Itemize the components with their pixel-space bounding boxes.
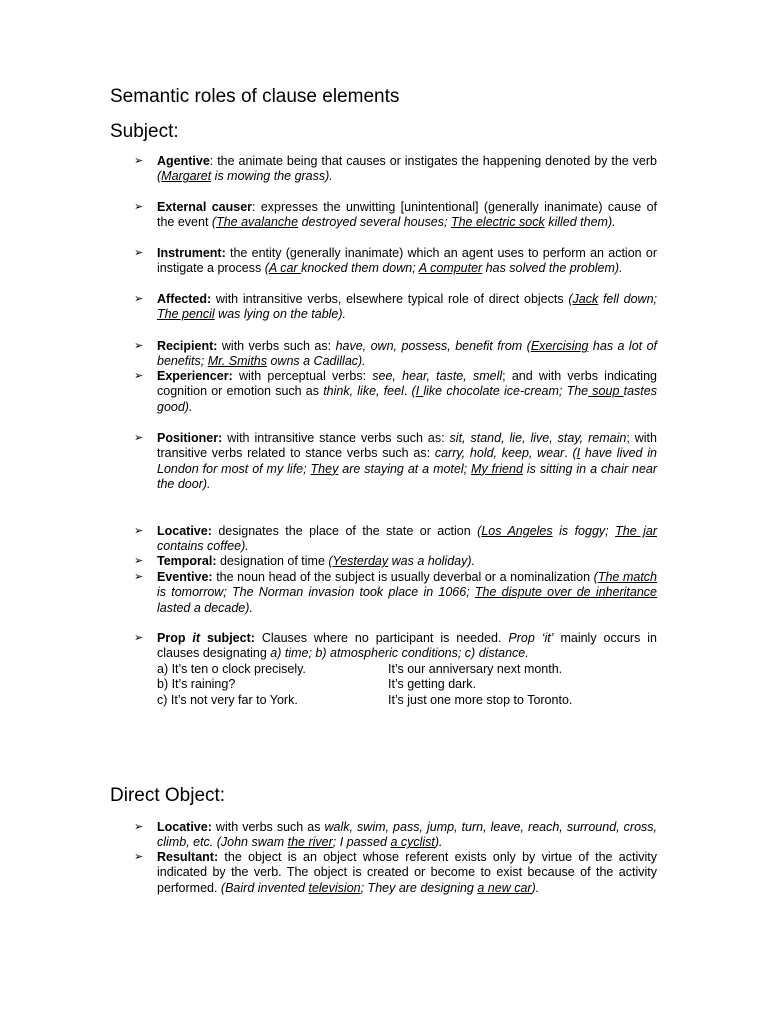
arrow-bullet-icon: ➢ <box>134 555 144 567</box>
arrow-bullet-icon: ➢ <box>134 155 144 167</box>
example-left: c) It’s not very far to York. <box>157 692 298 707</box>
page-title: Semantic roles of clause elements <box>110 86 400 107</box>
text-run: : the animate being that causes or instigates the happening denoted by the verb <box>209 154 657 168</box>
text-run: knocked them down; <box>301 261 419 276</box>
text-run: Eventive: <box>157 570 213 584</box>
text-run: walk, swim, pass, jump, turn, leave, reach, surround, cross, climb, etc. (John swam <box>157 820 658 850</box>
text-run: Mr. Smiths <box>207 354 267 369</box>
text-run: with verbs such as: <box>217 339 336 353</box>
text-run: ). <box>434 835 443 850</box>
text-run: owns a Cadillac). <box>267 354 366 369</box>
subject-item-experiencer <box>134 369 657 415</box>
text-run: I <box>415 384 424 399</box>
subject-item-instrument <box>134 246 657 277</box>
text-run: ( <box>328 554 333 568</box>
text-run: Clauses where no participant is needed. <box>254 631 509 645</box>
arrow-bullet-icon: ➢ <box>134 370 144 382</box>
text-run: with intransitive verbs, elsewhere typical role of direct objects <box>211 292 569 306</box>
text-run: contains coffee). <box>157 539 249 554</box>
text-run: a) time; b) atmospheric conditions; c) distance. <box>270 646 529 661</box>
example-right: It’s getting dark. <box>388 677 477 692</box>
text-run: soup <box>588 384 624 399</box>
text-run: are staying at a motel; <box>338 461 472 476</box>
text-run: was lying on the table). <box>214 307 347 322</box>
text-run: Experiencer: <box>157 369 233 383</box>
text-run: subject: <box>200 631 255 645</box>
text-run: carry, hold, keep, wear <box>434 446 565 461</box>
example-left: a) It’s ten o clock precisely. <box>157 662 306 676</box>
subject-item-external-causer <box>134 200 658 231</box>
example-row <box>157 693 657 708</box>
text-run: sit, stand, lie, live, stay, remain <box>449 431 627 445</box>
text-run: ; with transitive verbs related to stance verbs such as: <box>157 431 657 461</box>
text-run: Margaret <box>161 169 212 184</box>
arrow-bullet-icon: ➢ <box>134 632 144 644</box>
example-right: It’s just one more stop to Toronto. <box>388 692 573 707</box>
text-run: the river <box>287 835 333 850</box>
text-run: have lived in London for most of my life; <box>157 446 657 476</box>
text-run: ( <box>572 446 577 461</box>
arrow-bullet-icon: ➢ <box>134 340 144 352</box>
text-run: ( <box>477 524 482 538</box>
text-run: destroyed several houses; <box>298 215 451 230</box>
text-run: The pencil <box>157 307 215 322</box>
text-run: with intransitive stance verbs such as: <box>222 431 450 445</box>
text-run: television <box>308 880 361 895</box>
text-run: ( <box>211 215 217 230</box>
text-run: Prop <box>157 631 193 645</box>
example-right: It’s our anniversary next month. <box>388 662 563 676</box>
subject-item-temporal <box>134 554 657 569</box>
text-run: ( <box>568 292 573 306</box>
text-run: The match <box>597 570 657 584</box>
arrow-bullet-icon: ➢ <box>134 247 144 259</box>
text-run: ; I passed <box>332 835 391 850</box>
text-run: Instrument: <box>157 246 226 260</box>
prop-it-examples <box>157 662 657 708</box>
text-run: ( <box>411 384 416 399</box>
text-run: The electric sock <box>450 215 545 230</box>
text-run: with perceptual verbs: <box>232 369 373 383</box>
text-run: Prop ‘it’ <box>508 631 554 645</box>
arrow-bullet-icon: ➢ <box>134 201 144 213</box>
subject-item-recipient <box>134 339 658 370</box>
text-run: The dispute over de inheritance <box>474 585 657 600</box>
text-run: Recipient: <box>157 339 218 353</box>
text-run: the noun head of the subject is usually deverbal or a nominalization <box>212 570 594 584</box>
text-run: Yesterday <box>332 554 389 568</box>
text-run: fell down; <box>598 292 658 306</box>
arrow-bullet-icon: ➢ <box>134 525 144 537</box>
text-run: the object is an object whose referent exists only by virtue of the activity indicated by the verb. The object is created or become to exist because of the activity performed. <box>157 850 657 895</box>
text-run: Resultant: <box>157 850 219 864</box>
text-run: ( <box>593 570 598 584</box>
text-run: Affected: <box>157 292 212 306</box>
text-run: it <box>192 631 201 645</box>
text-run: have, own, possess, benefit from ( <box>335 339 531 353</box>
text-run: Agentive <box>157 154 210 168</box>
arrow-bullet-icon: ➢ <box>134 821 144 833</box>
text-run: The jar <box>615 524 658 538</box>
text-run: a cyclist <box>390 835 435 850</box>
text-run: with verbs such as <box>211 820 325 834</box>
arrow-bullet-icon: ➢ <box>134 432 144 444</box>
arrow-bullet-icon: ➢ <box>134 851 144 863</box>
text-run: Jack <box>572 292 599 306</box>
text-run: see, hear, taste, smell <box>372 369 503 383</box>
text-run: Positioner: <box>157 431 223 445</box>
text-run: (Baird invented <box>220 880 309 895</box>
object-item-locative <box>134 820 658 851</box>
arrow-bullet-icon: ➢ <box>134 571 144 583</box>
subject-item-agentive <box>134 154 657 185</box>
example-row <box>157 662 657 677</box>
subject-heading: Subject: <box>110 121 179 142</box>
text-run: is mowing the grass). <box>211 169 333 184</box>
text-run: tastes good). <box>157 384 657 414</box>
subject-item-eventive <box>134 570 657 616</box>
subject-item-prop-it <box>134 631 657 662</box>
text-run: Los Angeles <box>481 524 553 538</box>
text-run: lasted a decade). <box>157 600 253 615</box>
text-run: designation of time <box>216 554 329 568</box>
text-run: ( <box>157 169 162 184</box>
subject-item-affected <box>134 292 658 323</box>
text-run: think, like, feel <box>323 384 404 399</box>
subject-item-positioner <box>134 431 658 493</box>
text-run: Locative: <box>157 524 212 538</box>
text-run: ; They are designing <box>360 880 478 895</box>
text-run: has a lot of benefits; <box>157 339 658 369</box>
text-run: is tomorrow; The Norman invasion took place in 1066; <box>157 585 475 600</box>
text-run: They <box>310 461 339 476</box>
text-run: ). <box>531 880 540 895</box>
text-run: was a holiday). <box>388 554 475 568</box>
text-run: is sitting in a chair near the door). <box>157 461 658 492</box>
text-run: A computer <box>418 261 483 276</box>
text-run: like chocolate ice-cream; The <box>423 384 589 399</box>
arrow-bullet-icon: ➢ <box>134 293 144 305</box>
text-run: . <box>403 384 412 399</box>
text-run: A car <box>268 261 302 276</box>
text-run: a new car <box>477 880 532 895</box>
text-run: Temporal: <box>157 554 217 568</box>
text-run: has solved the problem). <box>482 261 623 276</box>
object-item-resultant <box>134 850 657 896</box>
text-run: I <box>576 446 581 461</box>
text-run: ( <box>264 261 269 276</box>
text-run: Locative: <box>157 820 212 834</box>
text-run: . <box>564 446 573 461</box>
direct-object-heading: Direct Object: <box>110 785 226 806</box>
text-run: the entity (generally inanimate) which an agent uses to perform an action or instigate a process <box>157 246 657 276</box>
text-run: My friend <box>471 461 523 476</box>
text-run: killed them). <box>544 215 616 230</box>
example-left: b) It’s raining? <box>157 677 236 692</box>
example-row <box>157 677 657 692</box>
text-run: External causer <box>157 200 253 214</box>
text-run: is foggy; <box>552 524 616 538</box>
text-run: mainly occurs in clauses designating <box>157 631 657 661</box>
text-run: Exercising <box>530 339 589 353</box>
text-run: ; and with verbs indicating cognition or emotion such as <box>157 369 657 399</box>
subject-item-locative <box>134 524 658 555</box>
text-run: designates the place of the state or action <box>211 524 478 538</box>
text-run: The avalanche <box>216 215 299 230</box>
text-run: : expresses the unwitting [unintentional] (generally inanimate) cause of the event <box>157 200 658 230</box>
